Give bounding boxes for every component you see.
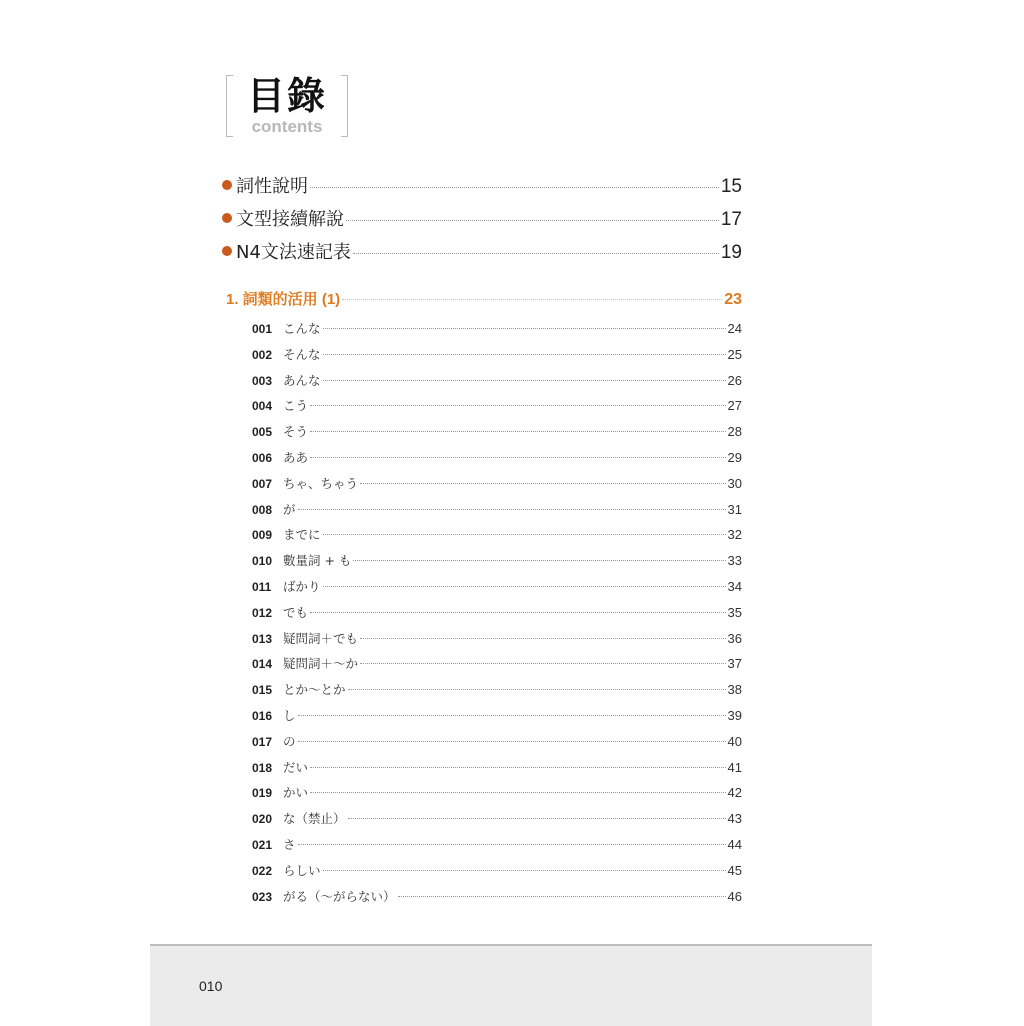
item-code: 020 (252, 812, 273, 827)
item-label: かい (283, 785, 309, 801)
item-page: 41 (727, 759, 742, 775)
leader-dots (348, 689, 726, 690)
entry-label: N4文法速記表 (236, 242, 351, 263)
item-page: 28 (727, 424, 742, 440)
toc-item[interactable] (252, 603, 742, 623)
toc-item[interactable] (252, 887, 742, 907)
item-code: 015 (252, 683, 273, 698)
leader-dots (310, 431, 726, 432)
item-label: な（禁止） (283, 811, 346, 827)
title-main: 目錄 (246, 74, 327, 118)
toc-item[interactable] (252, 371, 742, 391)
toc-item[interactable] (252, 448, 742, 468)
toc-major-entry[interactable] (222, 205, 742, 229)
item-code: 017 (252, 734, 273, 749)
toc-major-entry[interactable] (222, 238, 742, 262)
toc-item[interactable] (252, 577, 742, 597)
toc-item[interactable] (252, 629, 742, 649)
entry-page: 19 (720, 242, 742, 263)
leader-dots (360, 638, 726, 639)
toc-item[interactable] (252, 809, 742, 829)
toc-item[interactable] (252, 319, 742, 339)
leader-dots (310, 767, 726, 768)
leader-dots (353, 253, 719, 254)
leader-dots (310, 187, 719, 188)
item-label: が (283, 501, 296, 517)
item-code: 001 (252, 322, 273, 336)
item-label: さ (283, 837, 296, 852)
leader-dots (323, 534, 726, 535)
toc-item[interactable] (252, 422, 742, 442)
item-label: そう (283, 424, 309, 440)
item-page: 45 (727, 862, 742, 878)
item-code: 010 (252, 554, 273, 569)
leader-dots (360, 663, 726, 664)
leader-dots (323, 586, 726, 587)
item-code: 002 (252, 347, 273, 362)
bullet-icon (222, 213, 232, 223)
item-code: 014 (252, 657, 273, 672)
item-page: 44 (727, 837, 742, 852)
toc-item[interactable] (252, 706, 742, 726)
item-page: 26 (727, 372, 742, 388)
leader-dots (348, 818, 726, 819)
toc-section-heading[interactable] (226, 288, 742, 309)
entry-page: 17 (720, 209, 742, 230)
item-page: 36 (727, 630, 742, 646)
item-label: の (283, 733, 296, 749)
leader-dots (323, 380, 726, 381)
toc-item[interactable] (252, 551, 742, 571)
item-label: 疑問詞＋～か (283, 656, 359, 672)
item-page: 39 (727, 708, 742, 723)
leader-dots (323, 354, 726, 355)
item-label: 數量詞 + も (283, 553, 352, 569)
item-label: こう (283, 398, 309, 414)
item-code: 012 (252, 605, 273, 620)
item-code: 018 (252, 760, 273, 775)
leader-dots (323, 328, 726, 329)
item-page: 34 (727, 579, 742, 594)
item-label: ああ (283, 450, 309, 465)
item-label: でも (283, 604, 309, 620)
entry-label: 詞性說明 (236, 176, 308, 197)
leader-dots (360, 483, 726, 484)
leader-dots (298, 844, 726, 845)
item-label: し (283, 708, 296, 723)
bullet-icon (222, 246, 232, 256)
item-page: 35 (727, 604, 742, 620)
item-code: 013 (252, 631, 273, 646)
item-code: 023 (252, 889, 273, 904)
item-label: とか～とか (283, 682, 346, 698)
item-code: 004 (252, 399, 273, 414)
item-label: ばかり (283, 579, 321, 594)
section-label: 1. 詞類的活用 (1) (226, 291, 341, 308)
item-page: 24 (727, 321, 742, 336)
entry-page: 15 (720, 176, 742, 197)
leader-dots (310, 792, 726, 793)
item-page: 43 (727, 811, 742, 827)
item-code: 009 (252, 528, 273, 543)
page-number: 010 (199, 978, 223, 994)
toc-item[interactable] (252, 500, 742, 520)
item-code: 016 (252, 709, 273, 723)
toc-item[interactable] (252, 654, 742, 674)
item-code: 007 (252, 476, 273, 491)
leader-dots (298, 715, 726, 716)
item-label: こんな (283, 321, 321, 336)
item-code: 019 (252, 786, 273, 801)
toc-item[interactable] (252, 732, 742, 752)
item-label: ちゃ、ちゃう (283, 475, 359, 491)
item-label: だい (283, 759, 309, 775)
toc-item[interactable] (252, 758, 742, 778)
leader-dots (310, 405, 726, 406)
item-label: までに (283, 527, 321, 543)
toc-major-entry[interactable] (222, 172, 742, 196)
item-page: 40 (727, 733, 742, 749)
toc-item[interactable] (252, 525, 742, 545)
title-sub: contents (251, 117, 323, 136)
item-label: そんな (283, 346, 321, 362)
item-label: がる（～がらない） (283, 888, 396, 904)
item-code: 011 (252, 580, 272, 594)
item-page: 32 (727, 527, 742, 543)
item-label: 疑問詞＋でも (283, 630, 359, 646)
item-code: 003 (252, 373, 273, 388)
item-label: らしい (283, 862, 321, 878)
item-code: 008 (252, 502, 273, 517)
item-code: 006 (252, 451, 273, 465)
entry-label: 文型接續解說 (236, 209, 344, 230)
leader-dots (398, 896, 726, 897)
item-page: 25 (727, 346, 742, 362)
page-footer (150, 944, 872, 1026)
item-page: 31 (727, 501, 742, 517)
item-label: あんな (283, 372, 321, 388)
item-page: 30 (727, 475, 742, 491)
leader-dots (310, 612, 726, 613)
toc-item[interactable] (252, 861, 742, 881)
toc-item[interactable] (252, 345, 742, 365)
contents-title (226, 73, 348, 137)
leader-dots (323, 870, 726, 871)
item-page: 46 (727, 888, 742, 904)
item-page: 27 (727, 398, 742, 414)
item-page: 29 (727, 450, 742, 465)
item-code: 021 (252, 838, 273, 852)
item-page: 42 (727, 785, 742, 801)
toc-item[interactable] (252, 396, 742, 416)
toc-item[interactable] (252, 474, 742, 494)
item-page: 37 (727, 656, 742, 672)
bullet-icon (222, 180, 232, 190)
item-page: 33 (727, 553, 742, 569)
leader-dots (346, 220, 719, 221)
toc-item[interactable] (252, 680, 742, 700)
leader-dots (310, 457, 726, 458)
leader-dots (342, 299, 722, 300)
section-page: 23 (724, 291, 742, 308)
toc-item[interactable] (252, 835, 742, 855)
toc-item[interactable] (252, 783, 742, 803)
item-code: 022 (252, 863, 273, 878)
item-page: 38 (727, 682, 742, 698)
leader-dots (298, 509, 726, 510)
leader-dots (298, 741, 726, 742)
leader-dots (353, 560, 725, 561)
item-code: 005 (252, 425, 273, 440)
